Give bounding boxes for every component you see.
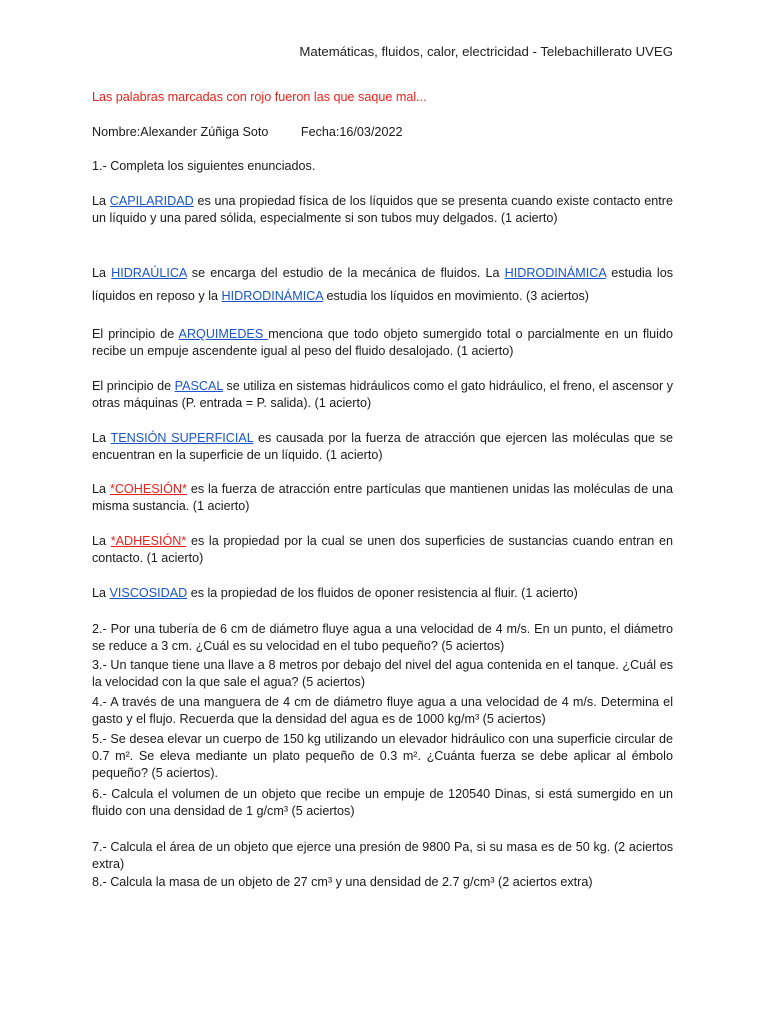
wrong-answer-keyword: *COHESIÓN* xyxy=(109,482,187,496)
question-6: 6.- Calcula el volumen de un objeto que recibe un empuje de 120540 Dinas, si está sumergido en un fluido con una densidad de 1 g/cm³ (5 aciertos) xyxy=(92,787,673,818)
answer-keyword: CAPILARIDAD xyxy=(109,194,194,208)
answer-keyword: ARQUIMEDES xyxy=(178,327,269,341)
text: El principio de xyxy=(92,379,175,393)
text: estudia los líquidos en reposo y la xyxy=(92,266,673,303)
text: es una propiedad física de los líquidos que se presenta cuando existe contacto entre un líquido y una pared sólida, especialmente si son tubos muy delgados. (1 acierto) xyxy=(92,194,673,225)
text: es la propiedad de los fluidos de oponer resistencia al fluir. (1 acierto) xyxy=(187,586,578,600)
text: El principio de xyxy=(92,327,179,341)
paragraph-viscosidad xyxy=(92,585,673,602)
student-name: Nombre:Alexander Zúñiga Soto xyxy=(92,125,269,139)
text: La xyxy=(92,586,110,600)
answer-keyword: VISCOSIDAD xyxy=(109,586,188,600)
date: Fecha:16/03/2022 xyxy=(300,125,403,139)
paragraph-pascal xyxy=(92,378,673,412)
text: es causada por la fuerza de atracción que ejercen las moléculas que se encuentran en la superficie de un líquido. (1 acierto) xyxy=(92,431,674,462)
question-4: 4.- A través de una manguera de 4 cm de diámetro fluye agua a una velocidad de 4 m/s. Determina el gasto y el flujo. Recuerda que la densidad del agua es de 1000 kg/m³ (5 aciertos) xyxy=(92,695,673,726)
question-3: 3.- Un tanque tiene una llave a 8 metros por debajo del nivel del agua contenida en el tanque. ¿Cuál es la velocidad con la que sale el agua? (5 aciertos) xyxy=(92,658,673,689)
paragraph-adhesion xyxy=(92,533,673,567)
wrong-answer-keyword: *ADHESIÓN* xyxy=(110,534,187,548)
text: La xyxy=(92,534,111,548)
correction-note: Las palabras marcadas con rojo fueron las que saque mal... xyxy=(92,90,427,104)
question-2: 2.- Por una tubería de 6 cm de diámetro fluye agua a una velocidad de 4 m/s. En un punto, el diámetro se reduce a 3 cm. ¿Cuál es su velocidad en el tubo pequeño? (5 aciertos) xyxy=(92,622,673,653)
text: es la fuerza de atracción entre partículas que mantienen unidas las moléculas de una misma sustancia. (1 acierto) xyxy=(92,482,673,513)
answer-keyword: HIDRODINÁMICA xyxy=(504,266,607,280)
text: La xyxy=(92,482,110,496)
paragraph-tension xyxy=(92,430,673,464)
student-info xyxy=(92,124,673,141)
text: se utiliza en sistemas hidráulicos como el gato hidráulico, el freno, el ascensor y otras máquinas (P. entrada = P. salida). (1 acierto) xyxy=(92,379,674,410)
question-5: 5.- Se desea elevar un cuerpo de 150 kg utilizando un elevador hidráulico con una superficie circular de 0.7 m². Se eleva mediante un plato pequeño de 0.3 m². ¿Cuánta fuerza se debe aplicar al émbolo pequeño? (5 aciertos). xyxy=(92,732,673,780)
paragraph-cohesion xyxy=(92,481,673,515)
answer-keyword: HIDRAÚLICA xyxy=(111,266,187,280)
answer-keyword: TENSIÓN SUPERFICIAL xyxy=(110,431,254,445)
text: La xyxy=(92,194,110,208)
text: estudia los líquidos en movimiento. (3 aciertos) xyxy=(323,289,589,303)
text: La xyxy=(92,266,112,280)
paragraph-capilaridad xyxy=(92,193,673,227)
answer-keyword: HIDRODINÁMICA xyxy=(221,289,323,303)
text: La xyxy=(92,431,111,445)
page-header: Matemáticas, fluidos, calor, electricidad - Telebachillerato UVEG xyxy=(299,44,673,59)
text: menciona que todo objeto sumergido total o parcialmente en un fluido recibe un empuje ascendente igual al peso del fluido desalojado. (1 acierto) xyxy=(92,327,673,358)
section-title: 1.- Completa los siguientes enunciados. xyxy=(92,159,316,173)
answer-keyword: PASCAL xyxy=(174,379,223,393)
paragraph-arquimedes xyxy=(92,326,673,360)
paragraph-hidraulica xyxy=(92,262,673,308)
text: se encarga del estudio de la mecánica de fluidos. La xyxy=(186,266,505,280)
text: es la propiedad por la cual se unen dos superficies de sustancias cuando entran en contacto. (1 acierto) xyxy=(92,534,673,565)
question-8: 8.- Calcula la masa de un objeto de 27 cm³ y una densidad de 2.7 g/cm³ (2 aciertos extra) xyxy=(92,875,593,889)
question-7: 7.- Calcula el área de un objeto que ejerce una presión de 9800 Pa, si su masa es de 50 kg. (2 aciertos extra) xyxy=(92,840,673,871)
